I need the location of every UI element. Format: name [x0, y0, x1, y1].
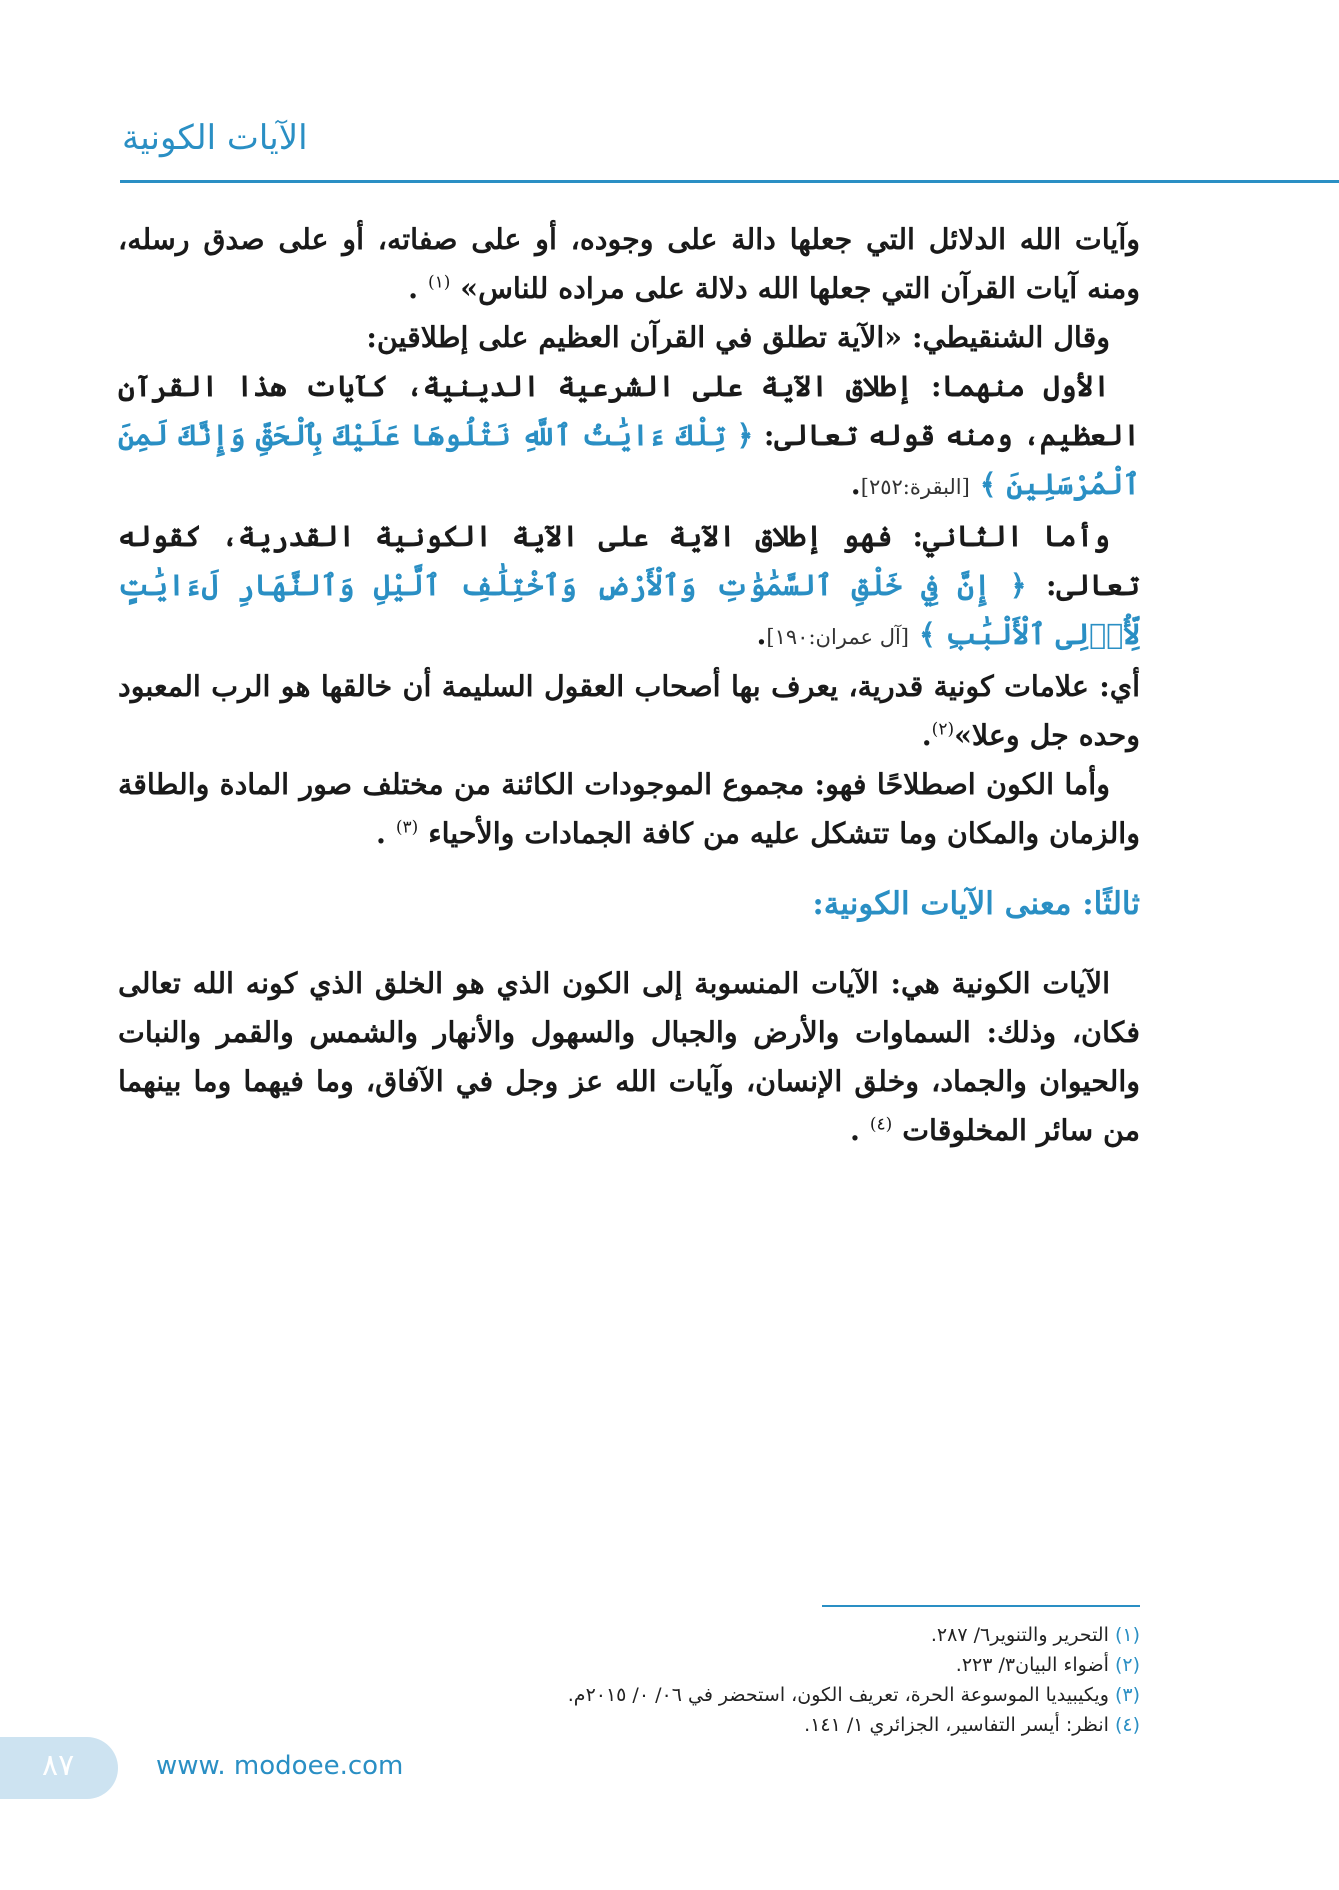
paragraph-4 [118, 512, 1140, 662]
period: . [408, 271, 418, 305]
footnote-text: التحرير والتنوير٦/ ٢٨٧. [930, 1624, 1109, 1646]
paragraph-2: وقال الشنقيطي: «الآية تطلق في القرآن العظيم على إطلاقين: [366, 320, 1110, 354]
header-rule [120, 180, 1339, 183]
footnote-text: ويكيبيديا الموسوعة الحرة، تعريف الكون، استحضر في ٠٦/ ٠/ ٢٠١٥م. [567, 1684, 1109, 1706]
verse-reference-1: [البقرة:٢٥٢] [860, 475, 970, 499]
footnote-separator [822, 1605, 1140, 1607]
footnote-number: (٢) [1114, 1654, 1140, 1676]
section-heading: ثالثًا: معنى الآيات الكونية: [812, 886, 1140, 922]
period: . [850, 467, 861, 501]
paragraph-1 [118, 215, 1140, 313]
footnotes [300, 1620, 1140, 1740]
footnote-3 [300, 1680, 1140, 1710]
verse-reference-2: [آل عمران:١٩٠] [766, 625, 910, 649]
paragraph-5 [118, 662, 1140, 760]
page-number: ٨٧ [42, 1748, 75, 1783]
paragraph-3-text: الأول منهما: إطلاق الآية على الشرعية الدينية، كآيات هذا القرآن العظيم، ومنه قوله تعالى: [118, 369, 1140, 452]
footnote-number: (٣) [1114, 1684, 1140, 1706]
paragraph-4-text: وأما الثاني: فهو إطلاق الآية على الآية الكونية القدرية، كقوله تعالى: [118, 519, 1140, 602]
paragraph-7-text: الآيات الكونية هي: الآيات المنسوبة إلى الكون الذي هو الخلق الذي كونه الله تعالى فكان، وذلك: السماوات والأرض والجبال والسهول والأنهار والشمس والقمر والنبات والحيوان والجماد، وخلق الإنسان، وآيات الله عز وجل في الآفاق، وما فيهما وما بينهما من سائر المخلوقات [118, 966, 1140, 1147]
footnote-text: أضواء البيان٣/ ٢٢٣. [955, 1654, 1109, 1676]
period: . [375, 816, 386, 850]
footnote-ref-1[interactable]: (١) [427, 272, 451, 293]
period: . [849, 1113, 860, 1147]
main-text [118, 215, 1140, 1155]
footnote-2 [300, 1650, 1140, 1680]
paragraph-5-text: أي: علامات كونية قدرية، يعرف بها أصحاب العقول السليمة أن خالقها هو الرب المعبود وحده جل وعلا» [118, 669, 1140, 752]
period: . [756, 617, 767, 651]
paragraph-3 [118, 362, 1140, 512]
running-header-title: الآيات الكونية [122, 118, 308, 158]
footnote-ref-2[interactable]: (٢) [931, 719, 955, 740]
paragraph-7 [118, 959, 1140, 1155]
footnote-number: (١) [1114, 1624, 1140, 1646]
quran-verse-1: ﴿ تِلْكَ ءَايَٰتُ ٱللَّهِ نَتْلُوهَا عَلَيْكَ بِٱلْحَقِّ وَإِنَّكَ لَمِنَ ٱلْمُرْسَلِينَ ﴾ [118, 418, 1140, 501]
period: . [921, 718, 932, 752]
footnote-4 [300, 1710, 1140, 1740]
paragraph-1-text: وآيات الله الدلائل التي جعلها دالة على وجوده، أو على صفاته، أو على صدق رسله، ومنه آيات القرآن التي جعلها الله دلالة على مراده للناس» [118, 222, 1140, 305]
paragraph-6 [118, 760, 1140, 858]
footnote-text: انظر: أيسر التفاسير، الجزائري ١/ ١٤١. [804, 1714, 1109, 1736]
paragraph-6-text: وأما الكون اصطلاحًا فهو: مجموع الموجودات الكائنة من مختلف صور المادة والطاقة والزمان والمكان وما تتشكل عليه من كافة الجمادات والأحياء [118, 767, 1140, 850]
footnote-ref-3[interactable]: (٣) [395, 817, 419, 838]
quran-verse-2: ﴿ إِنَّ فِي خَلْقِ ٱلسَّمَٰوَٰتِ وَٱلْأَرْضِ وَٱخْتِلَٰفِ ٱلَّيْلِ وَٱلنَّهَارِ لَءَايَٰتٍ لِّأُو۟لِى ٱلْأَلْبَٰبِ ﴾ [118, 568, 1140, 651]
footnote-number: (٤) [1114, 1714, 1140, 1736]
website-link[interactable]: www. modoee.com [156, 1751, 404, 1781]
footnote-1 [300, 1620, 1140, 1650]
footnote-ref-4[interactable]: (٤) [869, 1114, 893, 1135]
